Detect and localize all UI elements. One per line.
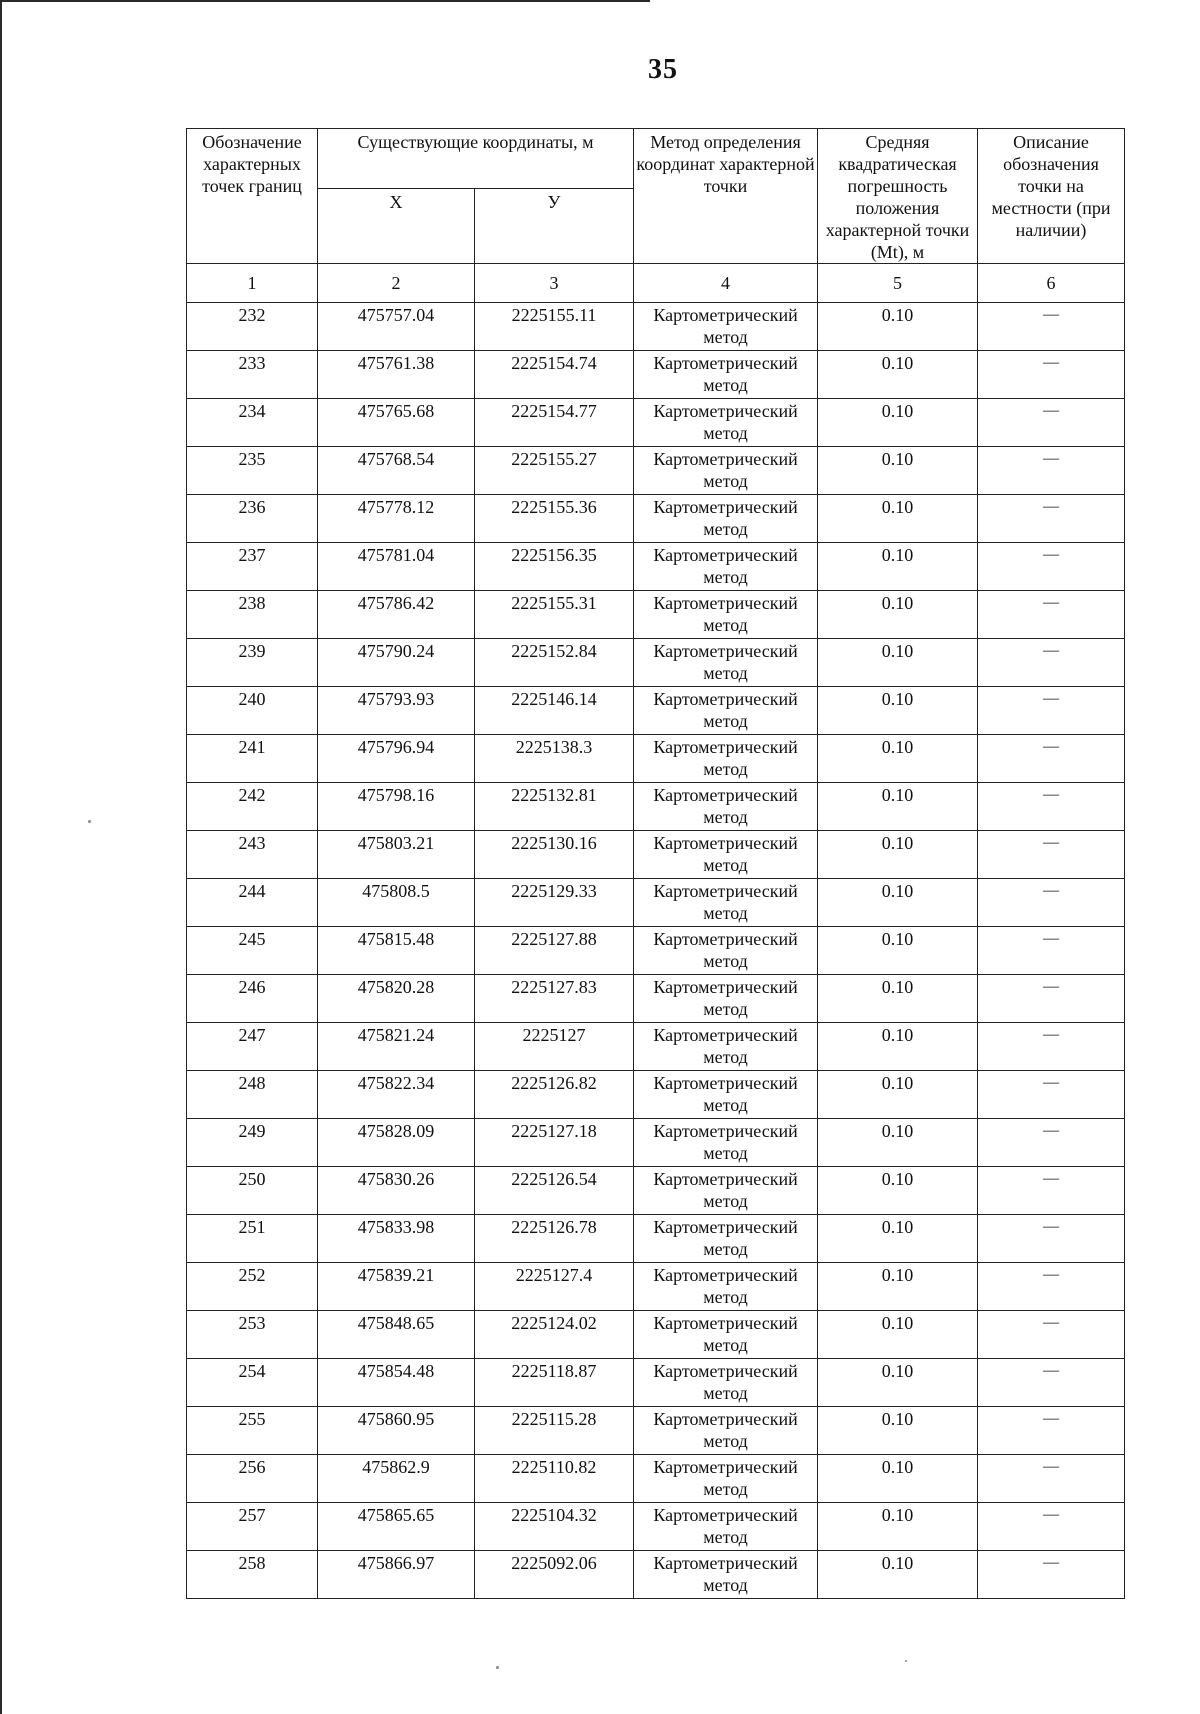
cell-x: 475796.94 (318, 735, 475, 783)
header-existing-coordinates: Существующие координаты, м (318, 129, 634, 189)
cell-y: 2225115.28 (475, 1407, 634, 1455)
table-row (187, 1263, 1125, 1311)
cell-x: 475757.04 (318, 303, 475, 351)
cell-method: Картометрический метод (634, 447, 818, 495)
cell-point-number: 238 (187, 591, 318, 639)
cell-mt: 0.10 (818, 975, 978, 1023)
cell-point-number: 241 (187, 735, 318, 783)
cell-mt: 0.10 (818, 1215, 978, 1263)
cell-x: 475865.65 (318, 1503, 475, 1551)
cell-mt: 0.10 (818, 1359, 978, 1407)
cell-mt: 0.10 (818, 783, 978, 831)
column-number: 2 (318, 264, 475, 303)
cell-description: — (978, 1503, 1125, 1551)
cell-description: — (978, 447, 1125, 495)
cell-x: 475866.97 (318, 1551, 475, 1599)
column-number: 3 (475, 264, 634, 303)
scan-speck (88, 820, 91, 823)
table-header (187, 129, 1125, 303)
cell-mt: 0.10 (818, 735, 978, 783)
cell-description: — (978, 879, 1125, 927)
cell-method: Картометрический метод (634, 303, 818, 351)
header-method: Метод определения координат характерной точки (634, 129, 818, 264)
cell-x: 475798.16 (318, 783, 475, 831)
table-row (187, 1311, 1125, 1359)
cell-method: Картометрический метод (634, 927, 818, 975)
cell-point-number: 247 (187, 1023, 318, 1071)
cell-method: Картометрический метод (634, 1215, 818, 1263)
cell-method: Картометрический метод (634, 1119, 818, 1167)
cell-point-number: 232 (187, 303, 318, 351)
table-row (187, 1503, 1125, 1551)
table-body (187, 303, 1125, 1599)
cell-y: 2225126.54 (475, 1167, 634, 1215)
cell-method: Картометрический метод (634, 1311, 818, 1359)
cell-method: Картометрический метод (634, 1455, 818, 1503)
column-numbers-row (187, 264, 1125, 303)
page-edge-top (0, 0, 650, 2)
cell-description: — (978, 591, 1125, 639)
cell-method: Картометрический метод (634, 879, 818, 927)
cell-mt: 0.10 (818, 1263, 978, 1311)
cell-x: 475761.38 (318, 351, 475, 399)
cell-mt: 0.10 (818, 399, 978, 447)
cell-point-number: 235 (187, 447, 318, 495)
cell-y: 2225155.27 (475, 447, 634, 495)
cell-description: — (978, 1167, 1125, 1215)
cell-description: — (978, 1311, 1125, 1359)
cell-method: Картометрический метод (634, 687, 818, 735)
cell-y: 2225127.4 (475, 1263, 634, 1311)
table-row (187, 495, 1125, 543)
cell-y: 2225104.32 (475, 1503, 634, 1551)
table-row (187, 543, 1125, 591)
cell-method: Картометрический метод (634, 831, 818, 879)
cell-method: Картометрический метод (634, 351, 818, 399)
cell-mt: 0.10 (818, 447, 978, 495)
cell-y: 2225118.87 (475, 1359, 634, 1407)
header-mean-square-error: Средняя квадратическая погрешность положения характерной точки (Mt), м (818, 129, 978, 264)
cell-y: 2225132.81 (475, 783, 634, 831)
table-row (187, 303, 1125, 351)
cell-mt: 0.10 (818, 1167, 978, 1215)
cell-x: 475820.28 (318, 975, 475, 1023)
cell-y: 2225126.82 (475, 1071, 634, 1119)
cell-method: Картометрический метод (634, 1263, 818, 1311)
cell-description: — (978, 351, 1125, 399)
cell-mt: 0.10 (818, 927, 978, 975)
scan-speck (905, 1660, 907, 1662)
cell-y: 2225127.18 (475, 1119, 634, 1167)
cell-point-number: 253 (187, 1311, 318, 1359)
cell-description: — (978, 831, 1125, 879)
cell-method: Картометрический метод (634, 1023, 818, 1071)
cell-method: Картометрический метод (634, 543, 818, 591)
cell-mt: 0.10 (818, 1407, 978, 1455)
cell-point-number: 249 (187, 1119, 318, 1167)
cell-y: 2225152.84 (475, 639, 634, 687)
cell-mt: 0.10 (818, 351, 978, 399)
cell-y: 2225138.3 (475, 735, 634, 783)
cell-x: 475830.26 (318, 1167, 475, 1215)
cell-x: 475786.42 (318, 591, 475, 639)
cell-point-number: 250 (187, 1167, 318, 1215)
cell-description: — (978, 783, 1125, 831)
table-row (187, 975, 1125, 1023)
table-row (187, 1551, 1125, 1599)
table-row (187, 1455, 1125, 1503)
cell-method: Картометрический метод (634, 639, 818, 687)
cell-description: — (978, 303, 1125, 351)
cell-x: 475848.65 (318, 1311, 475, 1359)
cell-point-number: 255 (187, 1407, 318, 1455)
cell-point-number: 240 (187, 687, 318, 735)
cell-method: Картометрический метод (634, 1551, 818, 1599)
page-edge-left (0, 0, 2, 1714)
cell-mt: 0.10 (818, 303, 978, 351)
cell-y: 2225129.33 (475, 879, 634, 927)
cell-x: 475815.48 (318, 927, 475, 975)
cell-mt: 0.10 (818, 879, 978, 927)
cell-method: Картометрический метод (634, 1503, 818, 1551)
cell-point-number: 233 (187, 351, 318, 399)
cell-x: 475790.24 (318, 639, 475, 687)
scan-speck (496, 1666, 499, 1669)
cell-method: Картометрический метод (634, 1407, 818, 1455)
cell-description: — (978, 1551, 1125, 1599)
cell-y: 2225154.74 (475, 351, 634, 399)
table-row (187, 1167, 1125, 1215)
cell-description: — (978, 975, 1125, 1023)
header-y: У (475, 189, 634, 264)
cell-point-number: 254 (187, 1359, 318, 1407)
cell-method: Картометрический метод (634, 1359, 818, 1407)
table-row (187, 399, 1125, 447)
cell-x: 475828.09 (318, 1119, 475, 1167)
column-number: 6 (978, 264, 1125, 303)
table-row (187, 1071, 1125, 1119)
cell-point-number: 257 (187, 1503, 318, 1551)
cell-y: 2225156.35 (475, 543, 634, 591)
table-row (187, 831, 1125, 879)
cell-method: Картометрический метод (634, 495, 818, 543)
cell-x: 475854.48 (318, 1359, 475, 1407)
cell-mt: 0.10 (818, 1455, 978, 1503)
table-row (187, 927, 1125, 975)
cell-x: 475839.21 (318, 1263, 475, 1311)
cell-description: — (978, 735, 1125, 783)
cell-point-number: 248 (187, 1071, 318, 1119)
cell-y: 2225155.11 (475, 303, 634, 351)
table-row (187, 735, 1125, 783)
cell-method: Картометрический метод (634, 975, 818, 1023)
cell-x: 475862.9 (318, 1455, 475, 1503)
cell-description: — (978, 1455, 1125, 1503)
cell-x: 475821.24 (318, 1023, 475, 1071)
header-point-description: Описание обозначения точки на местности (при наличии) (978, 129, 1125, 264)
cell-mt: 0.10 (818, 687, 978, 735)
cell-mt: 0.10 (818, 543, 978, 591)
cell-x: 475833.98 (318, 1215, 475, 1263)
table-row (187, 1359, 1125, 1407)
table-row (187, 687, 1125, 735)
header-x: X (318, 189, 475, 264)
cell-x: 475781.04 (318, 543, 475, 591)
cell-x: 475808.5 (318, 879, 475, 927)
cell-point-number: 256 (187, 1455, 318, 1503)
table-row (187, 1407, 1125, 1455)
cell-description: — (978, 1407, 1125, 1455)
cell-mt: 0.10 (818, 1119, 978, 1167)
cell-point-number: 244 (187, 879, 318, 927)
cell-mt: 0.10 (818, 1071, 978, 1119)
cell-point-number: 251 (187, 1215, 318, 1263)
cell-mt: 0.10 (818, 1551, 978, 1599)
cell-description: — (978, 399, 1125, 447)
cell-description: — (978, 1119, 1125, 1167)
cell-point-number: 234 (187, 399, 318, 447)
cell-point-number: 237 (187, 543, 318, 591)
cell-description: — (978, 1071, 1125, 1119)
cell-point-number: 239 (187, 639, 318, 687)
cell-mt: 0.10 (818, 1023, 978, 1071)
table-row (187, 639, 1125, 687)
column-number: 1 (187, 264, 318, 303)
column-number: 4 (634, 264, 818, 303)
table-row (187, 447, 1125, 495)
table-row (187, 783, 1125, 831)
cell-description: — (978, 1023, 1125, 1071)
cell-method: Картометрический метод (634, 399, 818, 447)
cell-description: — (978, 639, 1125, 687)
cell-x: 475765.68 (318, 399, 475, 447)
cell-mt: 0.10 (818, 1311, 978, 1359)
cell-y: 2225127.83 (475, 975, 634, 1023)
cell-y: 2225146.14 (475, 687, 634, 735)
cell-point-number: 236 (187, 495, 318, 543)
cell-x: 475778.12 (318, 495, 475, 543)
cell-point-number: 258 (187, 1551, 318, 1599)
cell-x: 475793.93 (318, 687, 475, 735)
cell-x: 475822.34 (318, 1071, 475, 1119)
table-row (187, 351, 1125, 399)
cell-y: 2225124.02 (475, 1311, 634, 1359)
page-number: 35 (648, 54, 678, 85)
cell-description: — (978, 1215, 1125, 1263)
cell-y: 2225126.78 (475, 1215, 634, 1263)
column-number: 5 (818, 264, 978, 303)
cell-description: — (978, 495, 1125, 543)
cell-point-number: 245 (187, 927, 318, 975)
cell-method: Картометрический метод (634, 591, 818, 639)
table-row (187, 879, 1125, 927)
cell-point-number: 246 (187, 975, 318, 1023)
cell-y: 2225110.82 (475, 1455, 634, 1503)
cell-mt: 0.10 (818, 639, 978, 687)
table-row (187, 1119, 1125, 1167)
cell-description: — (978, 687, 1125, 735)
cell-x: 475768.54 (318, 447, 475, 495)
cell-mt: 0.10 (818, 495, 978, 543)
cell-mt: 0.10 (818, 831, 978, 879)
cell-method: Картометрический метод (634, 735, 818, 783)
cell-mt: 0.10 (818, 591, 978, 639)
cell-method: Картометрический метод (634, 1071, 818, 1119)
boundary-points-table (186, 128, 1125, 1599)
cell-x: 475803.21 (318, 831, 475, 879)
cell-y: 2225154.77 (475, 399, 634, 447)
table-row (187, 591, 1125, 639)
cell-y: 2225155.36 (475, 495, 634, 543)
table-row (187, 1215, 1125, 1263)
cell-point-number: 252 (187, 1263, 318, 1311)
table-row (187, 1023, 1125, 1071)
cell-method: Картометрический метод (634, 1167, 818, 1215)
header-point-designation: Обозначение характерных точек границ (187, 129, 318, 264)
cell-y: 2225127 (475, 1023, 634, 1071)
cell-y: 2225155.31 (475, 591, 634, 639)
cell-description: — (978, 927, 1125, 975)
cell-mt: 0.10 (818, 1503, 978, 1551)
cell-description: — (978, 1263, 1125, 1311)
cell-method: Картометрический метод (634, 783, 818, 831)
cell-point-number: 243 (187, 831, 318, 879)
cell-point-number: 242 (187, 783, 318, 831)
cell-y: 2225127.88 (475, 927, 634, 975)
cell-description: — (978, 1359, 1125, 1407)
cell-x: 475860.95 (318, 1407, 475, 1455)
cell-description: — (978, 543, 1125, 591)
cell-y: 2225092.06 (475, 1551, 634, 1599)
cell-y: 2225130.16 (475, 831, 634, 879)
